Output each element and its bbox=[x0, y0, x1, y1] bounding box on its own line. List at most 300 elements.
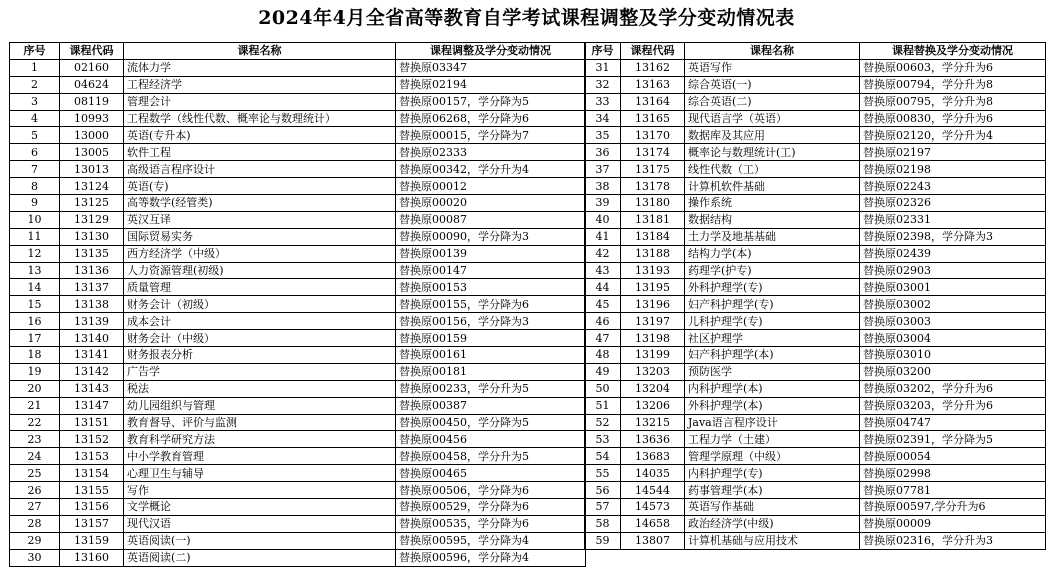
cell-change-info: 替换原00603，学分升为6 bbox=[860, 59, 1046, 76]
cell-change-info: 替换原03001 bbox=[860, 279, 1046, 296]
cell-course-name: 政治经济学(中级) bbox=[685, 515, 860, 532]
table-row bbox=[10, 313, 586, 330]
cell-seq: 56 bbox=[585, 482, 621, 499]
right-course-table bbox=[584, 42, 1046, 550]
cell-change-info: 替换原00054 bbox=[860, 448, 1046, 465]
cell-change-info: 替换原00794，学分升为8 bbox=[860, 76, 1046, 93]
table-row bbox=[585, 178, 1046, 195]
table-row bbox=[585, 499, 1046, 516]
table-row bbox=[585, 127, 1046, 144]
table-row bbox=[10, 363, 586, 380]
cell-course-code: 14658 bbox=[621, 515, 685, 532]
cell-seq: 6 bbox=[10, 144, 60, 161]
table-row bbox=[585, 144, 1046, 161]
cell-change-info: 替换原00153 bbox=[396, 279, 586, 296]
table-row bbox=[585, 161, 1046, 178]
table-row bbox=[10, 515, 586, 532]
cell-change-info: 替换原00456 bbox=[396, 431, 586, 448]
cell-seq: 10 bbox=[10, 211, 60, 228]
cell-seq: 19 bbox=[10, 363, 60, 380]
cell-seq: 49 bbox=[585, 363, 621, 380]
cell-seq: 18 bbox=[10, 347, 60, 364]
cell-course-code: 13157 bbox=[60, 515, 124, 532]
cell-change-info: 替换原03203，学分升为6 bbox=[860, 397, 1046, 414]
cell-course-code: 13155 bbox=[60, 482, 124, 499]
cell-course-code: 13636 bbox=[621, 431, 685, 448]
cell-change-info: 替换原02439 bbox=[860, 245, 1046, 262]
table-row bbox=[585, 245, 1046, 262]
cell-seq: 26 bbox=[10, 482, 60, 499]
cell-course-code: 13125 bbox=[60, 195, 124, 212]
cell-course-name: 写作 bbox=[124, 482, 396, 499]
cell-course-code: 14544 bbox=[621, 482, 685, 499]
cell-change-info: 替换原02197 bbox=[860, 144, 1046, 161]
cell-course-code: 13137 bbox=[60, 279, 124, 296]
cell-change-info: 替换原00387 bbox=[396, 397, 586, 414]
cell-change-info: 替换原00156，学分降为3 bbox=[396, 313, 586, 330]
cell-change-info: 替换原00157，学分降为5 bbox=[396, 93, 586, 110]
cell-change-info: 替换原00465 bbox=[396, 465, 586, 482]
cell-change-info: 替换原02391，学分降为5 bbox=[860, 431, 1046, 448]
cell-change-info: 替换原03202，学分升为6 bbox=[860, 380, 1046, 397]
table-row bbox=[10, 465, 586, 482]
cell-seq: 35 bbox=[585, 127, 621, 144]
cell-change-info: 替换原03010 bbox=[860, 347, 1046, 364]
cell-change-info: 替换原00506，学分降为6 bbox=[396, 482, 586, 499]
cell-course-code: 13151 bbox=[60, 414, 124, 431]
cell-seq: 46 bbox=[585, 313, 621, 330]
cell-course-name: 国际贸易实务 bbox=[124, 228, 396, 245]
cell-change-info: 替换原00159 bbox=[396, 330, 586, 347]
cell-seq: 8 bbox=[10, 178, 60, 195]
cell-seq: 17 bbox=[10, 330, 60, 347]
cell-seq: 59 bbox=[585, 532, 621, 549]
table-row bbox=[10, 279, 586, 296]
cell-change-info: 替换原03347 bbox=[396, 59, 586, 76]
cell-seq: 31 bbox=[585, 59, 621, 76]
table-row bbox=[585, 515, 1046, 532]
table-row bbox=[10, 178, 586, 195]
cell-course-name: 结构力学(本) bbox=[685, 245, 860, 262]
cell-change-info: 替换原00009 bbox=[860, 515, 1046, 532]
cell-course-code: 04624 bbox=[60, 76, 124, 93]
cell-course-code: 13807 bbox=[621, 532, 685, 549]
cell-change-info: 替换原00012 bbox=[396, 178, 586, 195]
table-row bbox=[585, 347, 1046, 364]
table-row bbox=[10, 195, 586, 212]
cell-course-name: 预防医学 bbox=[685, 363, 860, 380]
table-row bbox=[585, 279, 1046, 296]
cell-change-info: 替换原02316，学分升为3 bbox=[860, 532, 1046, 549]
cell-course-name: 成本会计 bbox=[124, 313, 396, 330]
cell-change-info: 替换原02243 bbox=[860, 178, 1046, 195]
cell-seq: 30 bbox=[10, 549, 60, 566]
table-row bbox=[10, 330, 586, 347]
cell-seq: 45 bbox=[585, 296, 621, 313]
cell-course-code: 13196 bbox=[621, 296, 685, 313]
table-header-row bbox=[585, 43, 1046, 60]
cell-seq: 34 bbox=[585, 110, 621, 127]
table-row bbox=[10, 397, 586, 414]
cell-course-code: 13170 bbox=[621, 127, 685, 144]
cell-change-info: 替换原02398，学分降为3 bbox=[860, 228, 1046, 245]
cell-change-info: 替换原00015，学分降为7 bbox=[396, 127, 586, 144]
cell-course-code: 13199 bbox=[621, 347, 685, 364]
cell-course-name: 妇产科护理学(本) bbox=[685, 347, 860, 364]
cell-course-name: 妇产科护理学(专) bbox=[685, 296, 860, 313]
cell-change-info: 替换原00233，学分升为5 bbox=[396, 380, 586, 397]
cell-course-code: 14035 bbox=[621, 465, 685, 482]
cell-course-code: 13165 bbox=[621, 110, 685, 127]
cell-course-code: 13130 bbox=[60, 228, 124, 245]
cell-change-info: 替换原00795，学分升为8 bbox=[860, 93, 1046, 110]
cell-seq: 25 bbox=[10, 465, 60, 482]
cell-change-info: 替换原03003 bbox=[860, 313, 1046, 330]
cell-course-name: 数据库及其应用 bbox=[685, 127, 860, 144]
cell-change-info: 替换原02998 bbox=[860, 465, 1046, 482]
cell-course-name: 财务会计（中级） bbox=[124, 330, 396, 347]
table-row bbox=[585, 195, 1046, 212]
cell-change-info: 替换原00595，学分降为4 bbox=[396, 532, 586, 549]
cell-change-info: 替换原04747 bbox=[860, 414, 1046, 431]
cell-change-info: 替换原03002 bbox=[860, 296, 1046, 313]
cell-course-code: 13160 bbox=[60, 549, 124, 566]
table-row bbox=[585, 397, 1046, 414]
cell-change-info: 替换原00597,学分升为6 bbox=[860, 499, 1046, 516]
cell-course-name: 软件工程 bbox=[124, 144, 396, 161]
cell-course-code: 13138 bbox=[60, 296, 124, 313]
cell-change-info: 替换原00830，学分升为6 bbox=[860, 110, 1046, 127]
cell-seq: 1 bbox=[10, 59, 60, 76]
cell-seq: 12 bbox=[10, 245, 60, 262]
cell-course-name: 综合英语(二) bbox=[685, 93, 860, 110]
cell-change-info: 替换原00155，学分降为6 bbox=[396, 296, 586, 313]
table-row bbox=[585, 296, 1046, 313]
cell-course-name: 药事管理学(本) bbox=[685, 482, 860, 499]
cell-course-code: 13164 bbox=[621, 93, 685, 110]
cell-course-name: 幼儿园组织与管理 bbox=[124, 397, 396, 414]
cell-seq: 4 bbox=[10, 110, 60, 127]
cell-course-name: 外科护理学(本) bbox=[685, 397, 860, 414]
cell-course-code: 13154 bbox=[60, 465, 124, 482]
table-row bbox=[10, 532, 586, 549]
cell-course-code: 13156 bbox=[60, 499, 124, 516]
cell-change-info: 替换原00450，学分降为5 bbox=[396, 414, 586, 431]
cell-course-name: 英汉互译 bbox=[124, 211, 396, 228]
table-row bbox=[585, 211, 1046, 228]
cell-course-code: 13159 bbox=[60, 532, 124, 549]
table-row bbox=[10, 448, 586, 465]
table-row bbox=[10, 76, 586, 93]
cell-course-name: 英语写作 bbox=[685, 59, 860, 76]
cell-seq: 58 bbox=[585, 515, 621, 532]
cell-seq: 42 bbox=[585, 245, 621, 262]
cell-seq: 48 bbox=[585, 347, 621, 364]
cell-course-name: Java语言程序设计 bbox=[685, 414, 860, 431]
cell-change-info: 替换原02194 bbox=[396, 76, 586, 93]
table-row bbox=[10, 380, 586, 397]
table-row bbox=[10, 245, 586, 262]
table-row bbox=[10, 414, 586, 431]
cell-seq: 23 bbox=[10, 431, 60, 448]
cell-course-name: 财务会计（初级） bbox=[124, 296, 396, 313]
table-row bbox=[585, 482, 1046, 499]
table-row bbox=[10, 347, 586, 364]
cell-seq: 24 bbox=[10, 448, 60, 465]
cell-course-code: 13153 bbox=[60, 448, 124, 465]
cell-course-name: 管理学原理（中级） bbox=[685, 448, 860, 465]
cell-seq: 36 bbox=[585, 144, 621, 161]
cell-course-code: 14573 bbox=[621, 499, 685, 516]
cell-change-info: 替换原00342，学分升为4 bbox=[396, 161, 586, 178]
cell-seq: 21 bbox=[10, 397, 60, 414]
left-course-table bbox=[9, 42, 586, 567]
cell-change-info: 替换原00535，学分降为6 bbox=[396, 515, 586, 532]
cell-course-code: 13140 bbox=[60, 330, 124, 347]
cell-course-code: 13181 bbox=[621, 211, 685, 228]
header-seq: 序号 bbox=[585, 43, 621, 60]
cell-change-info: 替换原03200 bbox=[860, 363, 1046, 380]
cell-seq: 54 bbox=[585, 448, 621, 465]
cell-course-name: 西方经济学（中级） bbox=[124, 245, 396, 262]
cell-seq: 32 bbox=[585, 76, 621, 93]
cell-course-code: 13175 bbox=[621, 161, 685, 178]
cell-seq: 14 bbox=[10, 279, 60, 296]
cell-course-name: 质量管理 bbox=[124, 279, 396, 296]
cell-course-name: 文学概论 bbox=[124, 499, 396, 516]
cell-change-info: 替换原02120，学分升为4 bbox=[860, 127, 1046, 144]
cell-course-name: 心理卫生与辅导 bbox=[124, 465, 396, 482]
cell-course-code: 13005 bbox=[60, 144, 124, 161]
table-row bbox=[585, 330, 1046, 347]
table-row bbox=[585, 93, 1046, 110]
cell-course-code: 02160 bbox=[60, 59, 124, 76]
cell-course-code: 13203 bbox=[621, 363, 685, 380]
cell-course-code: 13174 bbox=[621, 144, 685, 161]
cell-seq: 16 bbox=[10, 313, 60, 330]
cell-course-name: 工程数学（线性代数、概率论与数理统计） bbox=[124, 110, 396, 127]
table-row bbox=[10, 161, 586, 178]
header-course-name: 课程名称 bbox=[124, 43, 396, 60]
cell-course-name: 中小学教育管理 bbox=[124, 448, 396, 465]
cell-seq: 9 bbox=[10, 195, 60, 212]
cell-seq: 53 bbox=[585, 431, 621, 448]
cell-course-name: 流体力学 bbox=[124, 59, 396, 76]
header-change-info: 课程替换及学分变动情况 bbox=[860, 43, 1046, 60]
page-title: 2024年4月全省高等教育自学考试课程调整及学分变动情况表 bbox=[258, 7, 795, 29]
cell-course-name: 操作系统 bbox=[685, 195, 860, 212]
cell-course-name: 教育科学研究方法 bbox=[124, 431, 396, 448]
cell-course-name: 英语阅读(一) bbox=[124, 532, 396, 549]
cell-course-code: 13215 bbox=[621, 414, 685, 431]
cell-change-info: 替换原02198 bbox=[860, 161, 1046, 178]
cell-course-name: 财务报表分析 bbox=[124, 347, 396, 364]
cell-course-name: 线性代数（工） bbox=[685, 161, 860, 178]
cell-seq: 15 bbox=[10, 296, 60, 313]
cell-seq: 33 bbox=[585, 93, 621, 110]
cell-course-code: 13129 bbox=[60, 211, 124, 228]
cell-change-info: 替换原03004 bbox=[860, 330, 1046, 347]
table-row bbox=[10, 144, 586, 161]
cell-seq: 43 bbox=[585, 262, 621, 279]
cell-course-name: 英语(专升本) bbox=[124, 127, 396, 144]
cell-course-name: 药理学(护专) bbox=[685, 262, 860, 279]
table-row bbox=[10, 211, 586, 228]
cell-course-name: 工程经济学 bbox=[124, 76, 396, 93]
table-row bbox=[10, 499, 586, 516]
cell-seq: 2 bbox=[10, 76, 60, 93]
cell-course-code: 13195 bbox=[621, 279, 685, 296]
cell-seq: 22 bbox=[10, 414, 60, 431]
cell-course-name: 土力学及地基基础 bbox=[685, 228, 860, 245]
cell-change-info: 替换原00147 bbox=[396, 262, 586, 279]
cell-course-name: 英语(专) bbox=[124, 178, 396, 195]
table-row bbox=[585, 414, 1046, 431]
cell-course-name: 计算机软件基础 bbox=[685, 178, 860, 195]
cell-course-code: 13139 bbox=[60, 313, 124, 330]
cell-course-name: 税法 bbox=[124, 380, 396, 397]
table-row bbox=[585, 228, 1046, 245]
header-course-name: 课程名称 bbox=[685, 43, 860, 60]
table-row bbox=[585, 76, 1046, 93]
cell-seq: 41 bbox=[585, 228, 621, 245]
cell-course-name: 内科护理学(本) bbox=[685, 380, 860, 397]
cell-course-code: 13163 bbox=[621, 76, 685, 93]
cell-seq: 37 bbox=[585, 161, 621, 178]
table-row bbox=[585, 59, 1046, 76]
cell-course-name: 现代语言学（英语） bbox=[685, 110, 860, 127]
cell-change-info: 替换原00139 bbox=[396, 245, 586, 262]
cell-course-name: 高等数学(经管类) bbox=[124, 195, 396, 212]
cell-change-info: 替换原02903 bbox=[860, 262, 1046, 279]
cell-course-name: 综合英语(一) bbox=[685, 76, 860, 93]
cell-change-info: 替换原00596，学分降为4 bbox=[396, 549, 586, 566]
cell-seq: 50 bbox=[585, 380, 621, 397]
cell-course-name: 管理会计 bbox=[124, 93, 396, 110]
cell-course-name: 人力资源管理(初级) bbox=[124, 262, 396, 279]
cell-course-name: 社区护理学 bbox=[685, 330, 860, 347]
cell-change-info: 替换原00020 bbox=[396, 195, 586, 212]
cell-course-code: 13147 bbox=[60, 397, 124, 414]
table-row bbox=[10, 431, 586, 448]
cell-seq: 5 bbox=[10, 127, 60, 144]
cell-seq: 27 bbox=[10, 499, 60, 516]
cell-change-info: 替换原02326 bbox=[860, 195, 1046, 212]
header-course-code: 课程代码 bbox=[621, 43, 685, 60]
cell-course-name: 英语阅读(二) bbox=[124, 549, 396, 566]
table-row bbox=[585, 110, 1046, 127]
cell-course-code: 08119 bbox=[60, 93, 124, 110]
table-row bbox=[585, 431, 1046, 448]
cell-course-code: 13197 bbox=[621, 313, 685, 330]
cell-course-name: 数据结构 bbox=[685, 211, 860, 228]
cell-seq: 51 bbox=[585, 397, 621, 414]
cell-seq: 11 bbox=[10, 228, 60, 245]
table-row bbox=[10, 93, 586, 110]
cell-course-code: 13206 bbox=[621, 397, 685, 414]
table-row bbox=[10, 127, 586, 144]
table-row bbox=[585, 532, 1046, 549]
cell-seq: 28 bbox=[10, 515, 60, 532]
cell-course-code: 13188 bbox=[621, 245, 685, 262]
cell-course-code: 13142 bbox=[60, 363, 124, 380]
cell-course-code: 13141 bbox=[60, 347, 124, 364]
table-row bbox=[10, 228, 586, 245]
cell-course-name: 广告学 bbox=[124, 363, 396, 380]
cell-change-info: 替换原06268，学分降为6 bbox=[396, 110, 586, 127]
cell-change-info: 替换原00529，学分降为6 bbox=[396, 499, 586, 516]
cell-change-info: 替换原07781 bbox=[860, 482, 1046, 499]
table-row bbox=[585, 448, 1046, 465]
table-row bbox=[585, 380, 1046, 397]
cell-change-info: 替换原00181 bbox=[396, 363, 586, 380]
table-row bbox=[585, 262, 1046, 279]
cell-course-name: 外科护理学(专) bbox=[685, 279, 860, 296]
cell-change-info: 替换原02331 bbox=[860, 211, 1046, 228]
cell-seq: 38 bbox=[585, 178, 621, 195]
cell-course-code: 13178 bbox=[621, 178, 685, 195]
cell-seq: 7 bbox=[10, 161, 60, 178]
cell-course-name: 工程力学（土建） bbox=[685, 431, 860, 448]
table-row bbox=[10, 482, 586, 499]
cell-course-name: 儿科护理学(专) bbox=[685, 313, 860, 330]
cell-seq: 29 bbox=[10, 532, 60, 549]
cell-change-info: 替换原00161 bbox=[396, 347, 586, 364]
table-row bbox=[585, 465, 1046, 482]
cell-course-code: 13162 bbox=[621, 59, 685, 76]
cell-course-name: 教育督导、评价与监测 bbox=[124, 414, 396, 431]
header-change-info: 课程调整及学分变动情况 bbox=[396, 43, 586, 60]
cell-seq: 3 bbox=[10, 93, 60, 110]
cell-course-code: 10993 bbox=[60, 110, 124, 127]
cell-seq: 52 bbox=[585, 414, 621, 431]
table-row bbox=[10, 296, 586, 313]
cell-seq: 13 bbox=[10, 262, 60, 279]
cell-course-code: 13000 bbox=[60, 127, 124, 144]
cell-course-code: 13184 bbox=[621, 228, 685, 245]
cell-course-name: 内科护理学(专) bbox=[685, 465, 860, 482]
cell-course-code: 13013 bbox=[60, 161, 124, 178]
cell-course-code: 13683 bbox=[621, 448, 685, 465]
cell-seq: 39 bbox=[585, 195, 621, 212]
table-row bbox=[10, 110, 586, 127]
cell-course-code: 13152 bbox=[60, 431, 124, 448]
cell-course-code: 13124 bbox=[60, 178, 124, 195]
cell-course-name: 高级语言程序设计 bbox=[124, 161, 396, 178]
cell-change-info: 替换原02333 bbox=[396, 144, 586, 161]
cell-change-info: 替换原00087 bbox=[396, 211, 586, 228]
table-row bbox=[10, 549, 586, 566]
cell-course-name: 现代汉语 bbox=[124, 515, 396, 532]
cell-change-info: 替换原00090，学分降为3 bbox=[396, 228, 586, 245]
cell-course-code: 13204 bbox=[621, 380, 685, 397]
header-seq: 序号 bbox=[10, 43, 60, 60]
table-header-row bbox=[10, 43, 586, 60]
cell-course-code: 13180 bbox=[621, 195, 685, 212]
table-row bbox=[585, 363, 1046, 380]
cell-seq: 55 bbox=[585, 465, 621, 482]
cell-seq: 20 bbox=[10, 380, 60, 397]
cell-course-name: 概率论与数理统计(工) bbox=[685, 144, 860, 161]
cell-course-code: 13198 bbox=[621, 330, 685, 347]
cell-change-info: 替换原00458，学分升为5 bbox=[396, 448, 586, 465]
cell-seq: 44 bbox=[585, 279, 621, 296]
table-row bbox=[10, 59, 586, 76]
cell-seq: 47 bbox=[585, 330, 621, 347]
header-course-code: 课程代码 bbox=[60, 43, 124, 60]
cell-course-name: 英语写作基础 bbox=[685, 499, 860, 516]
cell-course-code: 13143 bbox=[60, 380, 124, 397]
